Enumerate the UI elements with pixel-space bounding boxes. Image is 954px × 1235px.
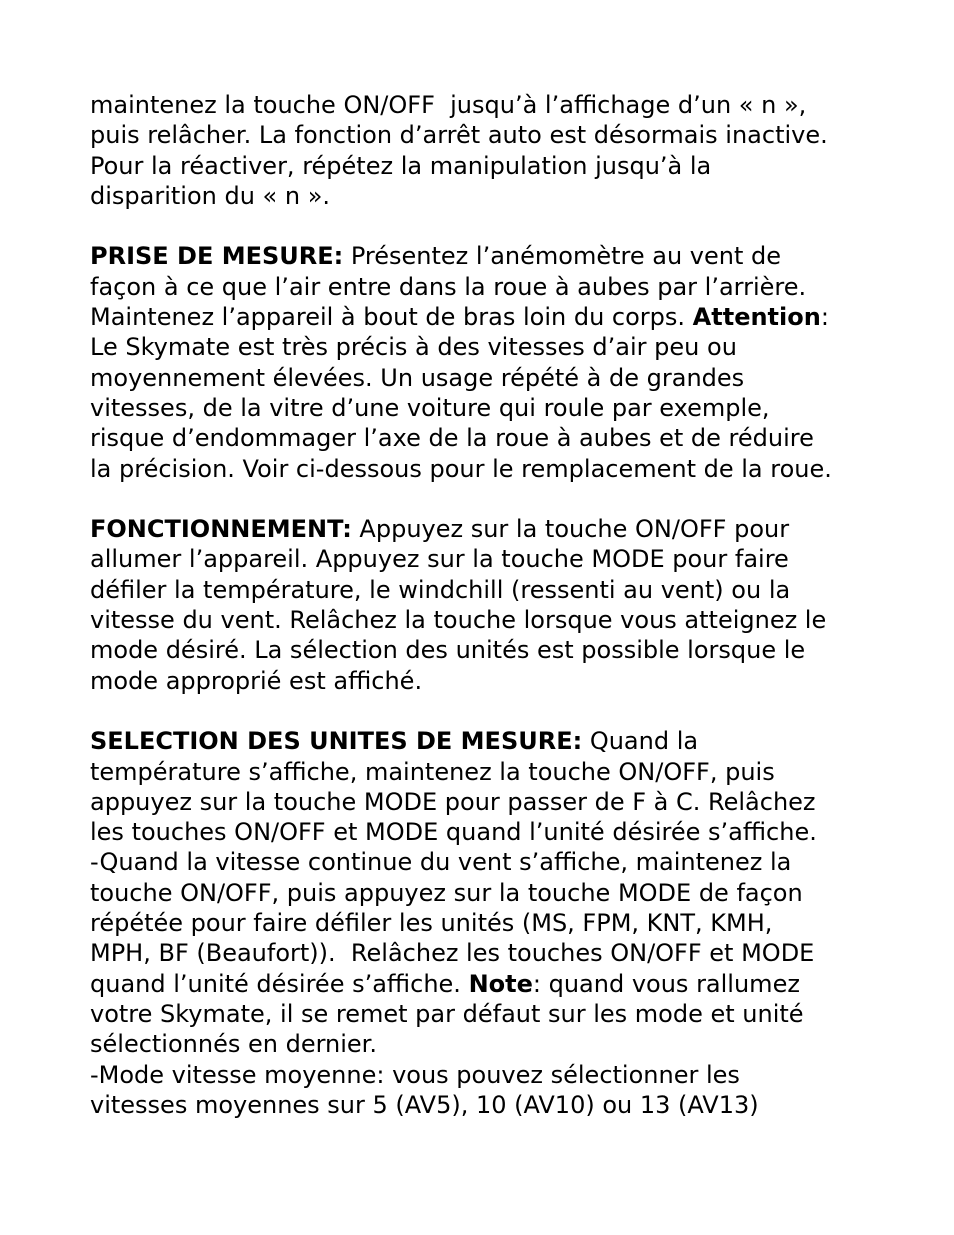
text-run: Appuyez sur la touche ON/OFF pour: [351, 515, 790, 544]
text-line: répétée pour faire défiler les unités (MS, FPM, KNT, KMH,: [90, 909, 773, 938]
text-line: -Quand la vitesse continue du vent s’affiche, maintenez la: [90, 848, 792, 877]
text-line: [90, 514, 890, 544]
text-run: :: [820, 303, 829, 332]
text-run: : quand vous rallumez: [532, 969, 800, 998]
text-line: risque d’endommager l’axe de la roue à aubes et de réduire: [90, 424, 814, 453]
text-line: la précision. Voir ci-dessous pour le remplacement de la roue.: [90, 454, 832, 483]
section-heading: SELECTION DES UNITES DE MESURE:: [90, 727, 583, 756]
intro-paragraph: [90, 90, 890, 211]
text-run: Présentez l’anémomètre au vent de: [343, 242, 781, 271]
text-run: Maintenez l’appareil à bout de bras loin du corps.: [90, 303, 693, 332]
note-label: Note: [468, 969, 533, 998]
fonctionnement-paragraph: [90, 514, 890, 696]
document-page: [90, 90, 890, 1120]
text-line: maintenez la touche ON/OFF jusqu’à l’affichage d’un « n »,: [90, 91, 807, 119]
text-line: votre Skymate, il se remet par défaut sur les mode et unité: [90, 999, 804, 1028]
text-line: puis relâcher. La fonction d’arrêt auto est désormais inactive.: [90, 121, 828, 150]
selection-unites-paragraph: [90, 726, 890, 1120]
text-line: [90, 241, 890, 271]
text-line: Le Skymate est très précis à des vitesses d’air peu ou: [90, 333, 737, 362]
text-line: vitesse du vent. Relâchez la touche lorsque vous atteignez le: [90, 606, 827, 635]
text-line: disparition du « n ».: [90, 181, 331, 210]
text-line: façon à ce que l’air entre dans la roue à aubes par l’arrière.: [90, 272, 807, 301]
text-line: touche ON/OFF, puis appuyez sur la touche MODE de façon: [90, 878, 803, 907]
text-line: mode approprié est affiché.: [90, 666, 423, 695]
text-run: Quand la: [582, 727, 699, 756]
text-line: défiler la température, le windchill (ressenti au vent) ou la: [90, 575, 791, 604]
text-line: sélectionnés en dernier.: [90, 1030, 377, 1059]
text-line: MPH, BF (Beaufort)). Relâchez les touches ON/OFF et MODE: [90, 939, 815, 968]
prise-de-mesure-paragraph: [90, 241, 890, 483]
text-line: Pour la réactiver, répétez la manipulation jusqu’à la: [90, 151, 712, 180]
section-heading: PRISE DE MESURE:: [90, 242, 344, 271]
paragraph-gap: [90, 484, 890, 514]
text-line: [90, 969, 890, 999]
section-heading: FONCTIONNEMENT:: [90, 515, 352, 544]
text-line: mode désiré. La sélection des unités est possible lorsque le: [90, 636, 806, 665]
text-line: [90, 726, 890, 756]
text-line: moyennement élevées. Un usage répété à de grandes: [90, 363, 745, 392]
text-run: quand l’unité désirée s’affiche.: [90, 969, 469, 998]
text-line: -Mode vitesse moyenne: vous pouvez sélectionner les: [90, 1060, 740, 1089]
text-line: [90, 302, 890, 332]
text-line: vitesses moyennes sur 5 (AV5), 10 (AV10) ou 13 (AV13): [90, 1090, 759, 1119]
text-line: température s’affiche, maintenez la touche ON/OFF, puis: [90, 757, 775, 786]
text-line: appuyez sur la touche MODE pour passer de F à C. Relâchez: [90, 787, 816, 816]
text-line: vitesses, de la vitre d’une voiture qui roule par exemple,: [90, 393, 770, 422]
paragraph-gap: [90, 696, 890, 726]
attention-label: Attention: [692, 303, 821, 332]
text-line: les touches ON/OFF et MODE quand l’unité désirée s’affiche.: [90, 818, 817, 847]
paragraph-gap: [90, 211, 890, 241]
text-line: allumer l’appareil. Appuyez sur la touche MODE pour faire: [90, 545, 789, 574]
